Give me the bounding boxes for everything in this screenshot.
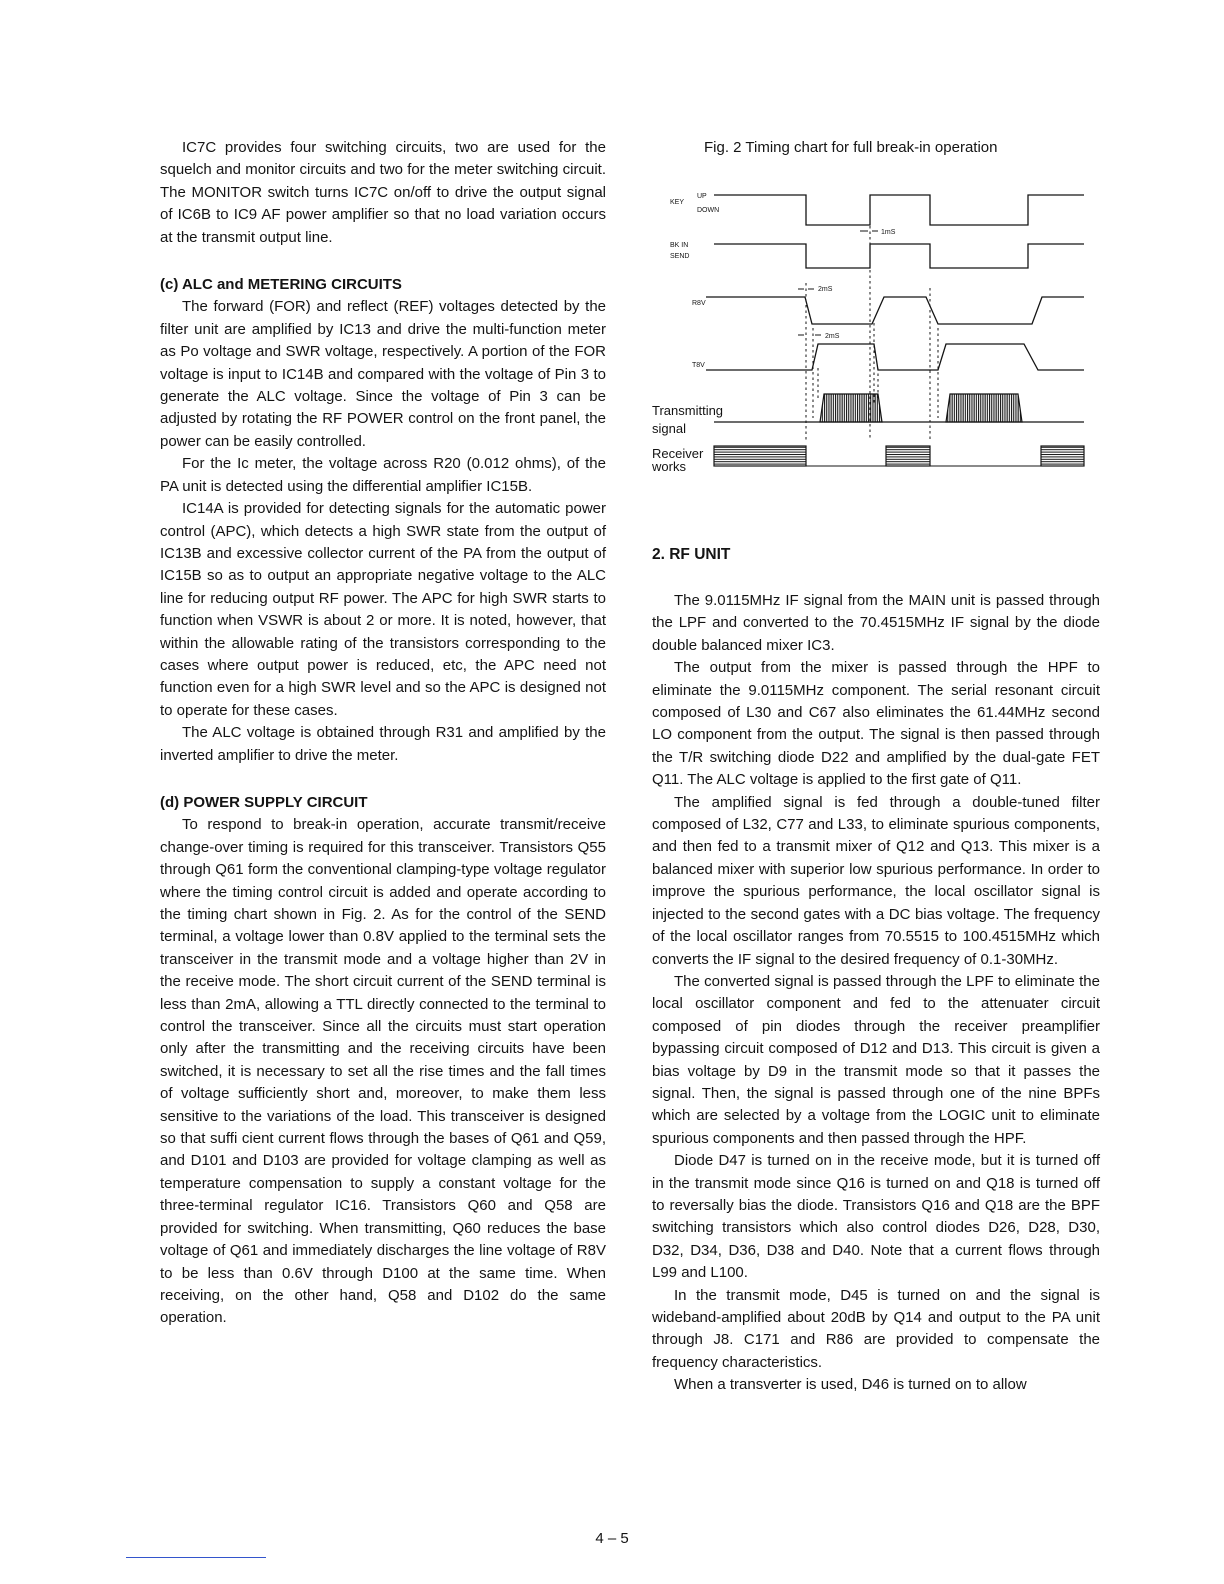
section-c-paragraph: For the Ic meter, the voltage across R20 (0.012 ohms), of the PA unit is detected using the differential amplifier IC15B.	[160, 455, 606, 495]
t8v-label: T8V	[692, 362, 705, 369]
rf-paragraph: The output from the mixer is passed through the HPF to eliminate the 9.0115MHz component. The serial resonant circuit composed of L30 and C67 also eliminates the 61.44MHz second LO component from the output. The signal is then passed through the T/R switching diode D22 and amplified by the dual-gate FET Q11. The ALC voltage is applied to the first gate of Q11.	[652, 659, 1100, 789]
receiver-works-label: works	[652, 459, 686, 474]
send-waveform	[714, 244, 1084, 268]
send-label: SEND	[670, 253, 690, 260]
rf-paragraph: When a transverter is used, D46 is turned on to allow	[674, 1376, 1027, 1394]
transmit-burst	[820, 394, 882, 422]
section-c-paragraph: IC14A is provided for detecting signals for the automatic power control (APC), which detects a high SWR state from the output of IC13B and excessive collector current of the PA from the output of IC15B so as to output an appropriate negative voltage to the ALC line for reducing output RF power. The APC for high SWR starts to function when VSWR is about 2 or more. It is noted, however, that within the allowable rating of the transistors corresponding to the cases where output power is reduced, etc, the APC need not function even for a high SWR level and so the APC is designed not to operate for these cases.	[160, 500, 606, 719]
key-up-label: UP	[697, 193, 707, 200]
receiver-block	[714, 446, 806, 466]
rf-unit-heading: 2. RF UNIT	[652, 546, 731, 563]
receiver-block	[1041, 446, 1084, 466]
left-column	[160, 137, 606, 1330]
rf-paragraph: The amplified signal is fed through a double-tuned filter composed of L32, C77 and L33, to eliminate spurious components, and then fed to a transmit mixer of Q12 and Q13. This mixer is a balanced mixer with superior low spurious performance. In order to improve the spurious performance, the local oscillator signal is injected to the second gates with a DC bias voltage. The frequency of the local oscillator ranges from 70.5515 to 100.4515MHz which converts the IF signal to the desired frequency of 0.1-30MHz.	[652, 793, 1100, 968]
key-label: KEY	[670, 199, 685, 206]
timing-annotations	[798, 231, 878, 335]
rf-paragraph: The 9.0115MHz IF signal from the MAIN unit is passed through the LPF and converted to the 70.4515MHz IF signal by the diode double balanced mixer IC3.	[652, 592, 1100, 654]
receiver-label: Receiver	[652, 446, 704, 461]
key-down-label: DOWN	[697, 207, 720, 214]
section-d-heading: (d) POWER SUPPLY CIRCUIT	[160, 793, 368, 811]
section-c-heading: (c) ALC and METERING CIRCUITS	[160, 276, 402, 294]
bk-in-label: BK IN	[670, 242, 689, 249]
timing-chart	[648, 178, 1098, 490]
page-number: 4 – 5	[595, 1530, 629, 1547]
intro-paragraph: IC7C provides four switching circuits, two are used for the squelch and monitor circuits and two for the meter switching circuit. The MONITOR switch turns IC7C on/off to drive the output signal of IC6B to IC9 AF power amplifier so that no load variation occurs at the transmit output line.	[160, 139, 606, 246]
timing-2ms-label: 2mS	[825, 333, 840, 340]
footer-rule	[126, 1557, 266, 1558]
section-c-paragraph: The ALC voltage is obtained through R31 and amplified by the inverted amplifier to drive the meter.	[160, 724, 606, 764]
r8v-label: R8V	[692, 300, 706, 307]
rf-paragraph: Diode D47 is turned on in the receive mode, but it is turned off in the transmit mode since Q16 is turned on and Q18 is turned off to reversally bias the diode. Transistors Q16 and Q18 are the BPF switching transistors which also control diodes D26, D28, D30, D32, D34, D36, D38 and D40. Note that a current flows through L99 and L100.	[652, 1152, 1100, 1282]
transmit-burst	[946, 394, 1022, 422]
key-waveform	[714, 195, 1084, 225]
timing-1ms-label: 1mS	[881, 229, 896, 236]
timing-2ms-label: 2mS	[818, 286, 833, 293]
transmitting-label: Transmitting	[652, 403, 724, 418]
rf-paragraph: The converted signal is passed through the LPF to eliminate the local oscillator component and fed to the attenuater circuit composed of pin diodes through the receiver preamplifier bypassing circuit composed of D12 and D13. This circuit is given a bias voltage by D9 in the transmit mode so that it passes the signal. Then, the signal is passed through one of the nine BPFs which are selected by a voltage from the LOGIC unit to eliminate spurious components and then passed through the HPF.	[652, 972, 1100, 1147]
transmitting-signal-label: signal	[652, 421, 686, 436]
right-column	[652, 590, 1100, 1397]
receiver-block	[886, 446, 930, 466]
rf-paragraph: In the transmit mode, D45 is turned on and the signal is wideband-amplified about 20dB by Q14 and output to the PA unit through J8. C171 and R86 are provided to compensate the frequency characteristics.	[652, 1286, 1100, 1371]
figure-caption: Fig. 2 Timing chart for full break-in operation	[704, 139, 998, 156]
r8v-waveform	[706, 297, 1084, 324]
t8v-waveform	[706, 344, 1084, 370]
section-d-paragraph: To respond to break-in operation, accurate transmit/receive change-over timing is required for this transceiver. Transistors Q55 through Q61 form the conventional clamping-type voltage regulator where the timing control circuit is added and operate according to the timing chart shown in Fig. 2. As for the control of the SEND terminal, a voltage lower than 0.8V applied to the terminal sets the transceiver in the transmit mode and a voltage higher than 2V in the receive mode. The short circuit current of the SEND terminal is less than 2mA, allowing a TTL directly connected to the terminal to control the transceiver. Since all the circuits must start operation only after the transmitting and the receiving circuits have been switched, it is necessary to set all the rise times and the fall times of voltage sufficiently short and, moreover, to make them less sensitive to the variations of the load. This transceiver is designed so that suffi cient current flows through the bases of Q61 and Q59, and D101 and D103 are provided for voltage clamping as well as temperature compensation to supply a constant voltage for the three-terminal regulator IC16. Transistors Q60 and Q58 are provided for switching. When transmitting, Q60 reduces the base voltage of Q61 and immediately discharges the line voltage of R8V to be less than 0.6V through D100 at the same time. When receiving, on the other hand, Q58 and D102 do the same operation.	[160, 816, 606, 1327]
section-c-paragraph: The forward (FOR) and reflect (REF) voltages detected by the filter unit are amplified by IC13 and drive the multi-function meter as Po voltage and SWR voltage, respectively. A portion of the FOR voltage is input to IC14B and compared with the voltage of Pin 3 to generate the ALC voltage. Since the voltage of Pin 3 can be adjusted by rotating the RF POWER control on the front panel, the power can be easily controlled.	[160, 298, 606, 450]
